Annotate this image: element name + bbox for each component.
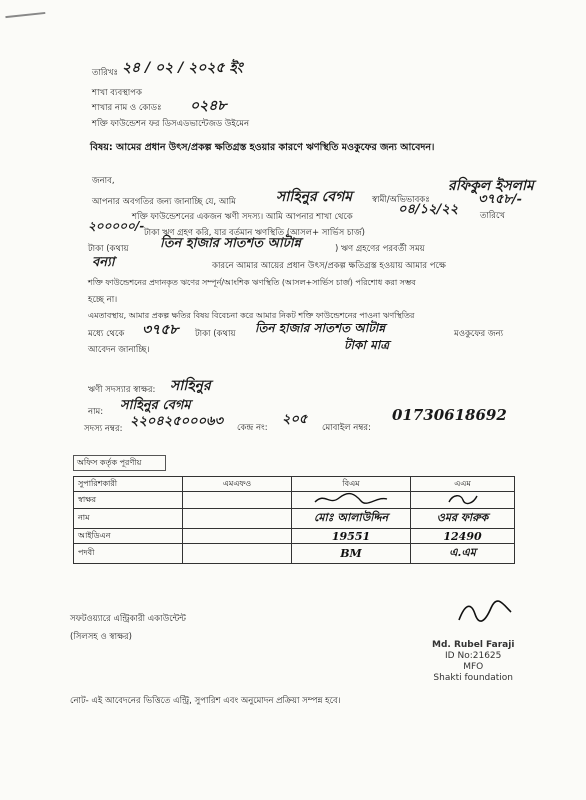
mfo-signature-scribble [455,600,515,626]
manager-line: শাখা ব্যবস্থাপক [92,88,142,98]
waive-amount-hand: ৩৭৫৮ [142,322,179,338]
table-row [74,492,515,509]
body-line-4a: টাকা (কথায় [88,244,129,254]
table-row [74,529,515,544]
cell-bm-id: 19551 [292,529,411,544]
col-am: এএম [411,477,515,492]
cell-mfo-post [183,544,292,564]
member-signature-label: ঋণী সদস্যার স্বাক্ষর: [88,385,156,395]
body-line-1b: স্বামী/অভিভাবকঃ [372,195,430,205]
col-bm: বিএম [292,477,411,492]
row-id-label: আইডিএন [74,529,183,544]
table-row [74,544,515,564]
body-line-2: শক্তি ফাউন্ডেশনের একজন ঋণী সদস্য। আমি আপনার শাখা থেকে [132,212,353,222]
member-number-value: ২২০৪২৫০০০৬৩ [130,414,223,429]
mfo-stamp [432,640,514,684]
center-label: কেন্দ্র নং: [237,423,268,433]
cell-mfo-name [183,509,292,529]
stamp-name: Md. Rubel Faraji [432,640,515,650]
subject-line: বিষয়: আমের প্রধান উৎস/প্রকল্প ক্ষতিগ্রস্ত হওয়ার কারণে ঋণস্থিতি মওকুফের জন্য আবেদন। [90,142,435,153]
guardian-hand: রফিকুল ইসলাম [448,178,534,194]
bm-signature-scribble [311,492,391,506]
cell-mfo-signature [183,492,292,509]
salutation: জনাব, [92,176,115,186]
body-line-3: টাকা ঋণ গ্রহণ করি, যার বর্তমান ঋণস্থিতি (আসল+ সার্ভিস চার্জ) [144,228,365,238]
accountant-line-2: (সিলসহ ও স্বাক্ষর) [70,632,132,642]
cell-bm-name: মোঃ আলাউদ্দিন [292,509,411,529]
stamp-post: MFO [463,662,484,672]
mobile-value: 01730618692 [392,406,507,424]
body-line-6: শক্তি ফাউন্ডেশনের প্রদানকৃত ঋণের সম্পূর্ন/আংশিক ঋণস্থিতি (আসল+সার্ভিস চার্জ) পরিশোধ করা সম্ভব [88,278,416,287]
stamp-org: Shakti foundation [433,673,514,683]
body-line-9a: মধ্যে থেকে [88,329,125,339]
row-signature-label: স্বাক্ষর [74,492,183,509]
body-line-5: কারনে আমার আয়ের প্রধান উৎস/প্রকল্প ক্ষতিগ্রস্ত হওয়ায় আমার পক্ষে [212,261,446,271]
reason-hand: বন্যা [92,255,115,270]
am-signature-scribble [443,492,483,506]
body-line-9b: টাকা (কথায় [195,329,236,339]
org-line: শক্তি ফাউন্ডেশন ফর ডিসএডভান্টেজড উইমেন [92,119,250,129]
stamp-id: ID No:21625 [445,651,502,661]
member-number-label: সদস্য নম্বর: [84,424,123,434]
member-signature: সাহিনুর [170,378,211,394]
branch-code: ০২৪৮ [190,98,227,114]
balance-words-hand: তিন হাজার সাতশত আটান্ন [160,236,301,251]
table-row [74,509,515,529]
center-value: ২০৫ [282,412,308,427]
row-name-label: নাম [74,509,183,529]
mobile-label: মোবাইল নম্বর: [322,423,371,433]
body-line-10: আবেদন জানাচ্ছি। [88,345,150,355]
office-section-label: অফিস কর্তৃক পূরণীয় [73,455,166,471]
col-mfo: এমএফও [183,477,292,492]
body-line-7: হচ্ছে না। [88,295,118,305]
body-line-2b: তারিখে [480,211,505,221]
body-line-4b: ) ঋণ গ্রহণের পরবর্তী সময় [335,244,425,254]
member-name-value: সাহিনুর বেগম [120,398,191,413]
cell-bm-post: BM [292,544,411,564]
cell-am-signature [411,492,515,509]
date-value: ২৪ / ০২ / ২০২৫ ইং [122,60,243,76]
row-post-label: পদবী [74,544,183,564]
balance-hand: ৩৭৫৮/- [478,192,522,207]
branch-label: শাখার নাম ও কোডঃ [92,103,162,113]
member-name-hand: সাহিনুর বেগম [276,189,353,205]
cell-bm-signature [292,492,411,509]
waive-words-hand-2: টাকা মাত্র [344,338,390,352]
cell-am-name: ওমর ফারুক [411,509,515,529]
staple-mark [5,12,46,30]
body-line-1a: আপনার অবগতির জন্য জানাচ্ছি যে, আমি [92,197,236,207]
body-line-9c: মওকুফের জন্য [454,329,504,339]
signature-table [73,476,515,564]
footer-note: নোট- এই আবেদনের ভিত্তিতে এন্ট্রি, সুপারিশ এবং অনুমোদন প্রক্রিয়া সম্পন্ন হবে। [70,696,341,706]
waive-words-hand: তিন হাজার সাতশত আটান্ন [255,321,386,335]
body-line-8: এমতাবস্থায়, আমার প্রকল্প ক্ষতির বিষয় বিবেচনা করে আমার নিকট শক্তি ফাউন্ডেশনের পাওনা ঋণস্থিতির [88,311,415,320]
col-recommender: সুপারিশকারী [74,477,183,492]
table-header-row [74,477,515,492]
accountant-line-1: সফটওয়্যারে এন্ট্রিকারী একাউন্টেন্ট [70,614,186,624]
cell-mfo-id [183,529,292,544]
cell-am-post: এ.এম [411,544,515,564]
amount-hand: ২০০০০০/- [88,219,145,233]
date-label: তারিখঃ [92,68,119,78]
member-name-label: নাম: [88,407,104,417]
cell-am-id: 12490 [411,529,515,544]
loan-date-hand: ০৪/১২/২২ [398,202,459,217]
